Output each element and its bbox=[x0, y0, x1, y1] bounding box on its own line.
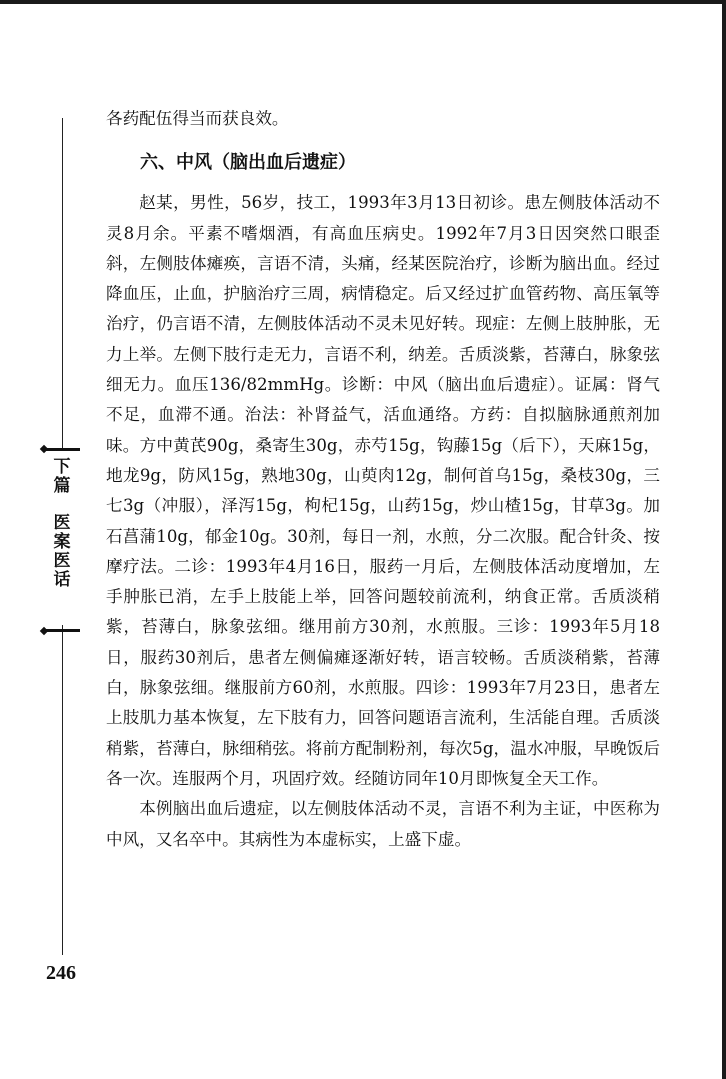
margin-rule-lower bbox=[62, 625, 63, 955]
margin-rule-upper bbox=[62, 118, 63, 448]
case-paragraph: 赵某，男性，56岁，技工，1993年3月13日初诊。患左侧肢体活动不灵8月余。平素不嗜烟酒，有高血压病史。1992年7月3日因突然口眼歪斜，左侧肢体瘫痪，言语不清，头痛，经某医院治疗，诊断为脑出血。经过降血压，止血，护脑治疗三周，病情稳定。后又经过扩血管药物、高压氧等治疗，仍言语不清，左侧肢体活动不灵未见好转。现症：左侧上肢肿胀，无力上举。左侧下肢行走无力，言语不利，纳差。舌质淡紫，苔薄白，脉象弦细无力。血压136/82mmHg。诊断：中风（脑出血后遗症）。证属：肾气不足，血滞不通。治法：补肾益气，活血通络。方药：自拟脑脉通煎剂加味。方中黄芪90g，桑寄生30g，赤芍15g，钩藤15g（后下），天麻15g，地龙9g，防风15g，熟地30g，山萸肉12g，制何首乌15g，桑枝30g，三七3g（冲服），泽泻15g，枸杞15g，山药15g，炒山楂15g，甘草3g。加石菖蒲10g，郁金10g。30剂，每日一剂，水煎，分二次服。配合针灸、按摩疗法。二诊：1993年4月16日，服药一月后，左侧肢体活动度增加，左手肿胀已消，左手上肢能上举，回答问题较前流利，纳食正常。舌质淡稍紫，苔薄白，脉象弦细。继用前方30剂，水煎服。三诊：1993年5月18日，服药30剂后，患者左侧偏瘫逐渐好转，语言较畅。舌质淡稍紫，苔薄白，脉象弦细。继服前方60剂，水煎服。四诊：1993年7月23日，患者左上肢肌力基本恢复，左下肢有力，回答问题语言流利，生活能自理。舌质淡稍紫，苔薄白，脉细稍弦。将前方配制粉剂，每次5g，温水冲服，早晚饭后各一次。连服两个月，巩固疗效。经随访同年10月即恢复全天工作。 bbox=[106, 193, 660, 788]
page-content bbox=[106, 104, 660, 855]
side-tab-gap bbox=[52, 496, 72, 514]
scan-right-edge bbox=[722, 0, 726, 1079]
section-heading: 六、中风（脑出血后遗症） bbox=[140, 152, 356, 174]
side-tab-section: 下篇 bbox=[53, 457, 71, 496]
scan-top-edge bbox=[0, 0, 726, 4]
analysis-paragraph: 本例脑出血后遗症，以左侧肢体活动不灵，言语不利为主证，中医称为中风，又名卒中。其病性为本虚标实，上盛下虚。 bbox=[106, 799, 660, 849]
continued-line: 各药配伍得当而获良效。 bbox=[106, 109, 289, 128]
side-tab bbox=[52, 458, 72, 590]
side-tab-title: 医案医话 bbox=[53, 513, 71, 590]
page-number: 246 bbox=[46, 962, 76, 984]
